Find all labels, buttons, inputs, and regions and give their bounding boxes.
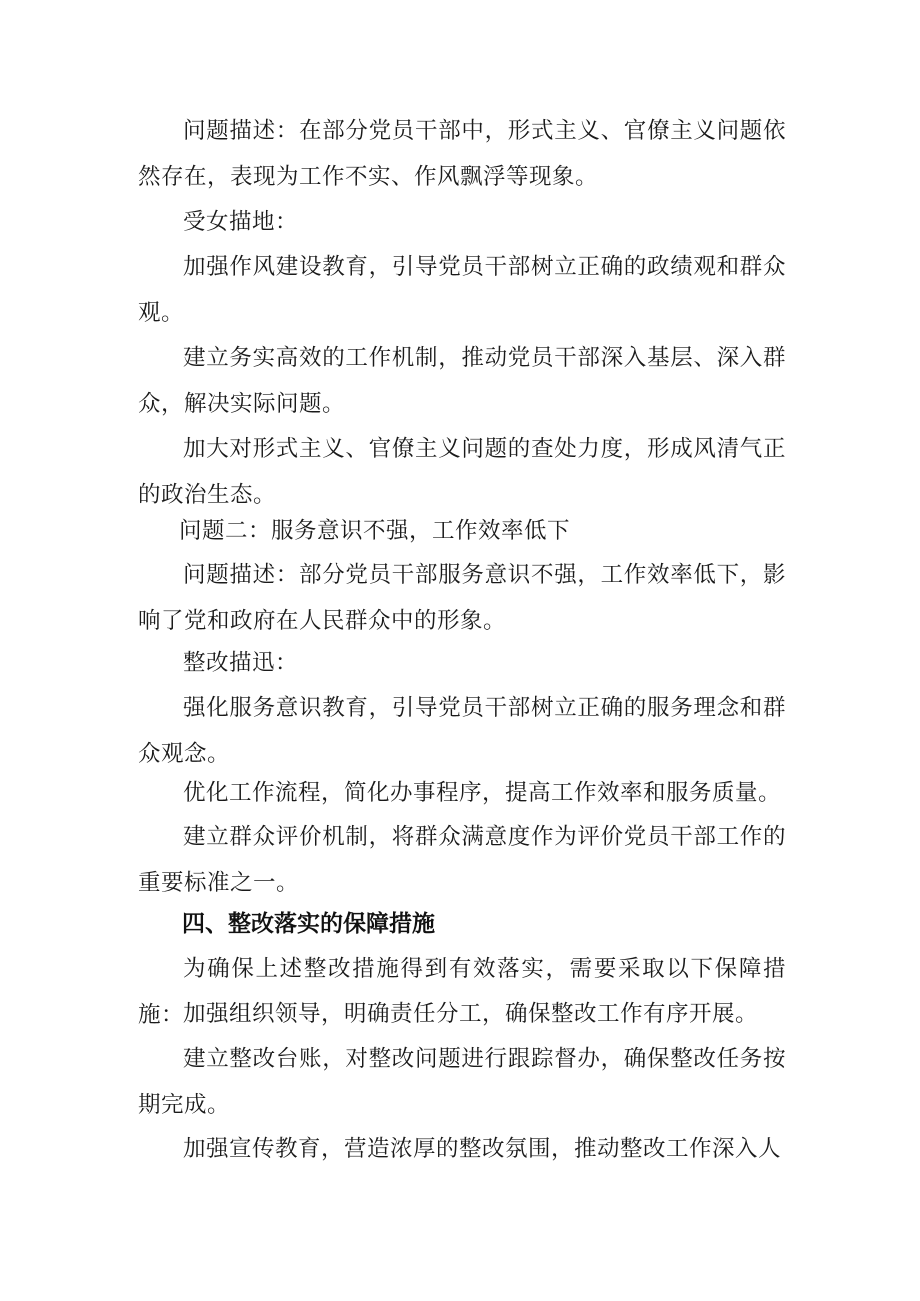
paragraph-safeguard-3: 加强宣传教育，营造浓厚的整改氛围，推动整改工作深入人 xyxy=(183,1136,782,1162)
paragraph-measures-2-label: 整改描迅： xyxy=(183,650,299,676)
paragraph-measure-1-2: 建立务实高效的工作机制，推动党员干部深入基层、深入群众，解决实际问题。 xyxy=(138,345,786,417)
paragraph-safeguard-2: 建立整改台账，对整改问题进行跟踪督办，确保整改任务按期完成。 xyxy=(138,1046,786,1118)
paragraph-safeguard-1: 加强组织领导，明确责任分工，确保整改工作有序开展。 xyxy=(183,1001,759,1027)
paragraph-measure-2-1: 强化服务意识教育，引导党员干部树立正确的服务理念和群众观念。 xyxy=(138,695,786,767)
paragraph-measure-1-1: 加强作风建设教育，引导党员干部树立正确的政绩观和群众观。 xyxy=(138,254,786,326)
paragraph-measure-2-2: 优化工作流程，简化办事程序，提高工作效率和服务质量。 xyxy=(183,780,782,806)
paragraph-problem-2-description: 问题描述：部分党员干部服务意识不强，工作效率低下，影响了党和政府在人民群众中的形象。 xyxy=(138,562,786,634)
paragraph-problem-1-description: 问题描述：在部分党员干部中，形式主义、官僚主义问题依然存在，表现为工作不实、作风飘浮等现象。 xyxy=(138,118,786,190)
paragraph-measure-2-3: 建立群众评价机制，将群众满意度作为评价党员干部工作的重要标准之一。 xyxy=(138,824,786,896)
paragraph-measure-1-3: 加大对形式主义、官僚主义问题的查处力度，形成风清气正的政治生态。 xyxy=(138,436,786,508)
paragraph-problem-2-title: 问题二：服务意识不强，工作效率低下 xyxy=(179,518,571,544)
paragraph-measures-1-label: 受女描地： xyxy=(183,209,299,235)
paragraph-safeguard-intro: 为确保上述整改措施得到有效落实，需要采取以下保障措施： xyxy=(138,956,786,1028)
section-heading-safeguards: 四、整改落实的保障措施 xyxy=(182,911,435,937)
